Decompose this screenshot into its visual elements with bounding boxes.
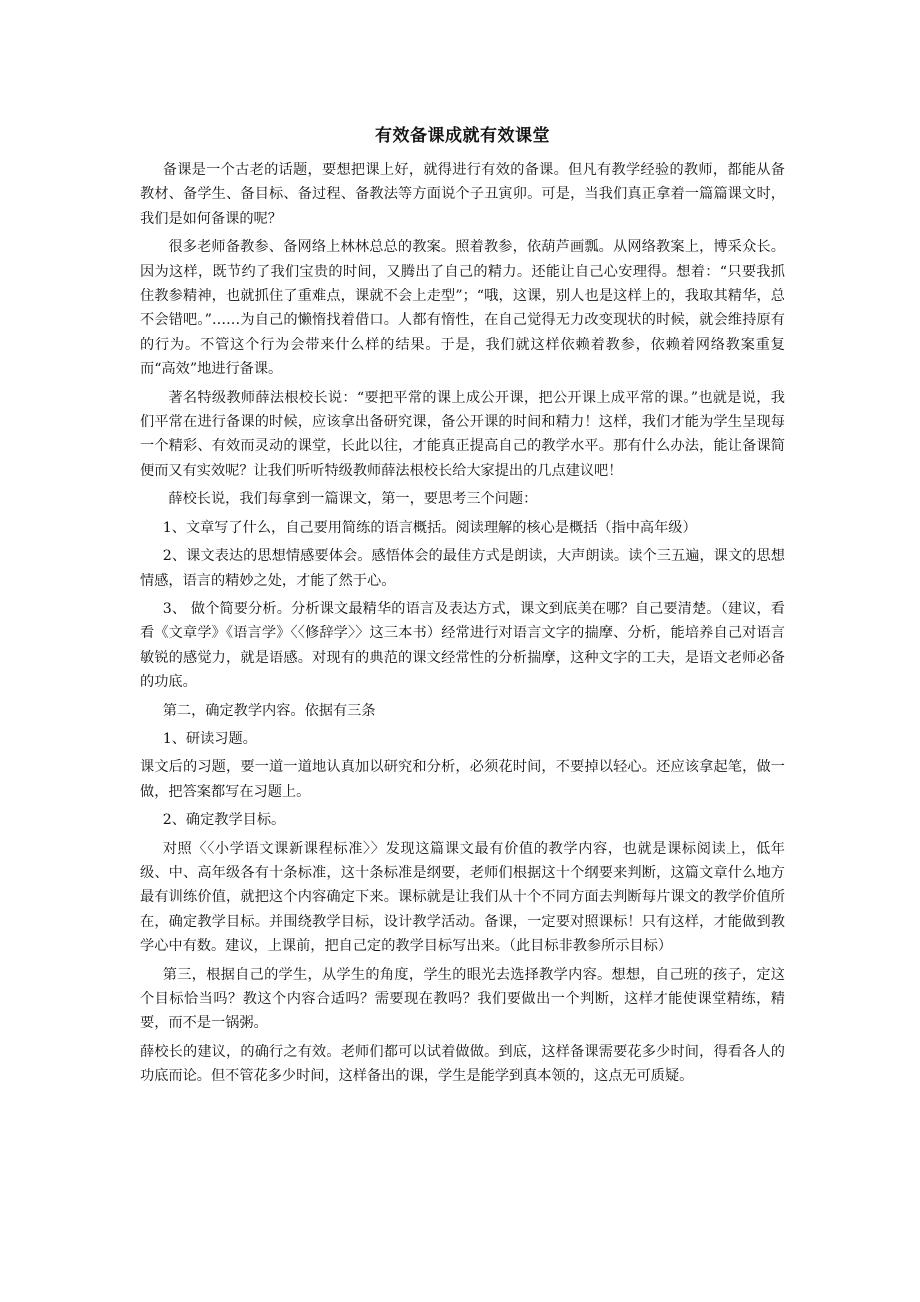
document-body <box>140 158 785 1089</box>
paragraph: 对照〈〈小学语文课新课程标准〉〉发现这篇课文最有价值的教学内容，也就是课标阅读上，低年级、中、高年级各有十条标准，这十条标准是纲要，老师们根据这十个纲要来判断，这篇文章什么地方最有训练价值，就把这个内容确定下来。课标就是让我们从十个不同方面去判断每片课文的教学价值所在，确定教学目标。并围绕教学目标，设计教学活动。备课，一定要对照课标！只有这样，才能做到教学心中有数。建议，上课前，把自己定的教学目标写出来。（此目标非教参所示目标） <box>140 840 785 955</box>
list-item: 3、 做个简要分析。分析课文最精华的语言及表达方式，课文到底美在哪？自己要清楚。（建议，看看《文章学》《语言学》〈〈修辞学〉〉这三本书）经常进行对语言文字的揣摩、分析，能培养自己对语言敏锐的感觉力，就是语感。对现有的典范的课文经常性的分析揣摩，这种文字的工夫，是语文老师必备的功底。 <box>140 600 785 691</box>
paragraph: 著名特级教师薛法根校长说：“要把平常的课上成公开课，把公开课上成平常的课。”也就是说，我们平常在进行备课的时候，应该拿出备研究课，备公开课的时间和精力！这样，我们才能为学生呈现每一个精彩、有效而灵动的课堂，长此以往，才能真正提高自己的教学水平。那有什么办法，能让备课简便而又有实效呢？让我们听听特级教师薛法根校长给大家提出的几点建议吧！ <box>140 389 785 479</box>
document-title: 有效备课成就有效课堂 <box>375 126 550 146</box>
list-item: 1、研读习题。 <box>162 730 257 747</box>
paragraph: 薛校长说，我们每拿到一篇课文，第一，要思考三个问题： <box>168 491 538 508</box>
list-item: 1、文章写了什么，自己要用简练的语言概括。阅读理解的核心是概括（指中高年级） <box>162 519 697 536</box>
paragraph: 第三，根据自己的学生，从学生的角度，学生的眼光去选择教学内容。想想，自己班的孩子，定这个目标恰当吗？教这个内容合适吗？需要现在教吗？我们要做出一个判断，这样才能使课堂精练，精要，而不是一锅粥。 <box>140 966 785 1032</box>
list-item: 2、课文表达的思想情感要体会。感悟体会的最佳方式是朗读，大声朗读。读个三五遍，课文的思想情感，语言的精妙之处，才能了然于心。 <box>140 548 785 589</box>
section-heading: 第二，确定教学内容。依据有三条 <box>162 702 376 719</box>
paragraph: 备课是一个古老的话题，要想把课上好，就得进行有效的备课。但凡有教学经验的教师，都能从备教材、备学生、备目标、备过程、备教法等方面说个子丑寅卯。可是，当我们真正拿着一篇篇课文时，我们是如何备课的呢？ <box>140 162 785 227</box>
list-item: 2、确定教学目标。 <box>162 812 286 829</box>
document-page <box>140 118 785 1093</box>
paragraph: 薛校长的建议，的确行之有效。老师们都可以试着做做。到底，这样备课需要花多少时间，得看各人的功底而论。但不管花多少时间，这样备出的课，学生是能学到真本领的，这点无可质疑。 <box>140 1043 785 1085</box>
paragraph: 很多老师备教参、备网络上林林总总的教案。照着教参，依葫芦画瓢。从网络教案上，博采众长。因为这样，既节约了我们宝贵的时间，又腾出了自己的精力。还能让自己心安理得。想着：“只要我抓住教参精神，也就抓住了重难点，课就不会上走型”；“哦，这课，别人也是这样上的，我取其精华，总不会错吧。”……为自己的懒惰找着借口。人都有惰性，在自己觉得无力改变现状的时候，就会维持原有的行为。不管这个行为会带来什么样的结果。于是，我们就这样依赖着教参，依赖着网络教案重复而“高效”地进行备课。 <box>140 239 785 378</box>
paragraph: 课文后的习题，要一道一道地认真加以研究和分析，必须花时间，不要掉以轻心。还应该拿起笔，做一做，把答案都写在习题上。 <box>140 759 785 800</box>
